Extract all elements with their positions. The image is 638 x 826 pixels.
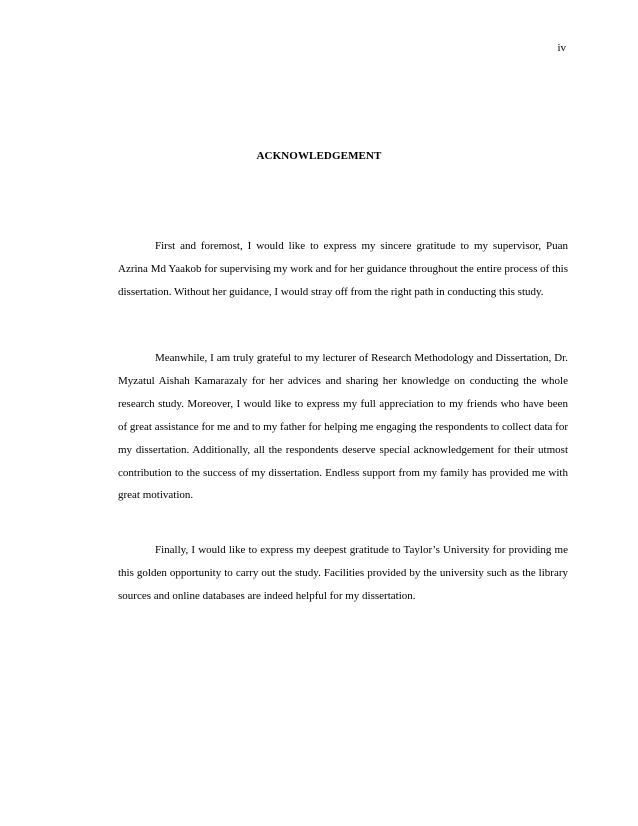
paragraph-university: Finally, I would like to express my deepest gratitude to Taylor’s University for providing me this golden opportunity to carry out the study. Facilities provided by the university such as the library sources and online databases are indeed helpful for my dissertation. bbox=[118, 544, 568, 602]
page-number: iv bbox=[557, 42, 566, 54]
paragraph-supervisor: First and foremost, I would like to express my sincere gratitude to my supervisor, Puan Azrina Md Yaakob for supervising my work and for her guidance throughout the entire process of this dissertation. Without her guidance, I would stray off from the right path in conducting this study. bbox=[118, 240, 568, 298]
paragraph-lecturer-friends-family: Meanwhile, I am truly grateful to my lecturer of Research Methodology and Dissertation, Dr. Myzatul Aishah Kamarazaly for her advices and sharing her knowledge on conducting the whole research study. Moreover, I would like to express my full appreciation to my friends who have been of great assistance for me and to my father for helping me engaging the respondents to collect data for my dissertation. Additionally, all the respondents deserve special acknowledgement for their utmost contribution to the success of my dissertation. Endless support from my family has provided me with great motivation. bbox=[118, 352, 568, 502]
page-title: ACKNOWLEDGEMENT bbox=[256, 150, 382, 162]
